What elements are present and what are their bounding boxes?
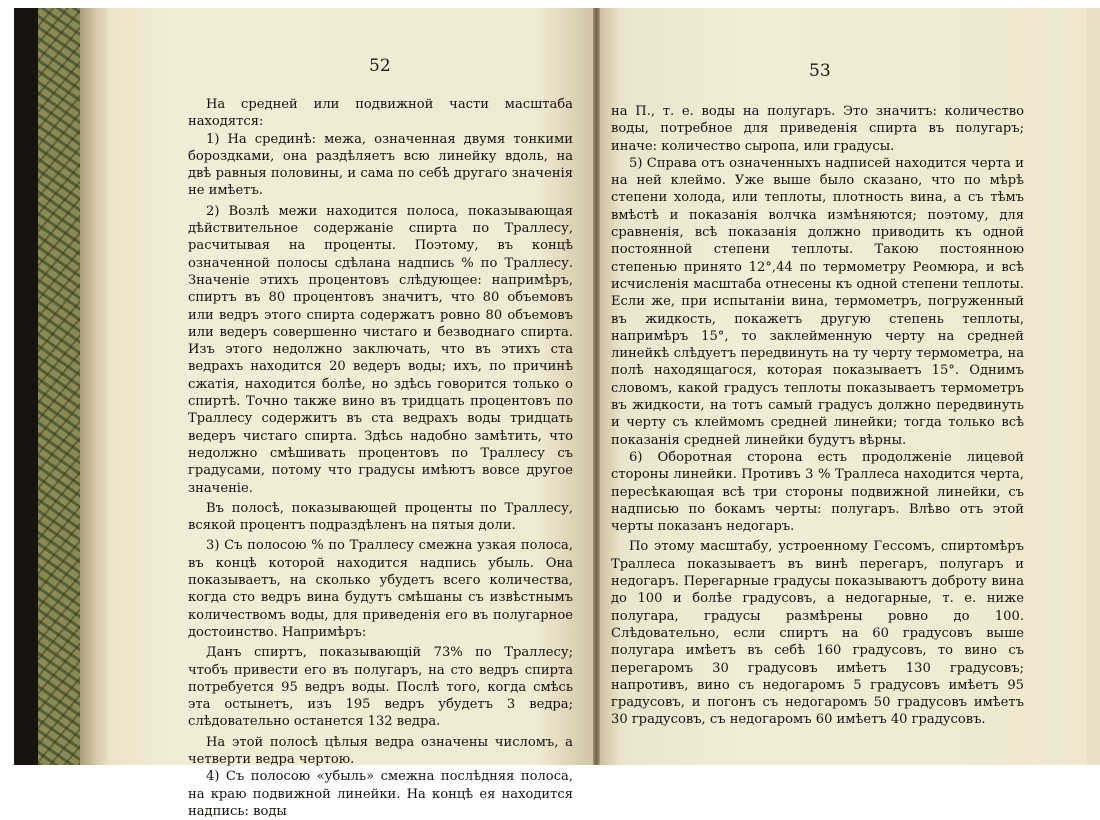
page-edge-left [80, 8, 110, 765]
paragraph-subdivision: Въ полосѣ, показывающей проценты по Траллесу, всякой процентъ подраздѣленъ на пятыя доли. [188, 500, 573, 534]
paragraph-whole-buckets: На этой полосѣ цѣлыя ведра означены числомъ, а четверти ведра чертою. [188, 734, 573, 767]
paragraph-4: 4) Съ полосою «убыль» смежна послѣдняя полоса, на краю подвижной линейки. На концѣ ея находится надпись: воды [188, 769, 573, 819]
paragraph-5: 5) Справа отъ означенныхъ надписей находится черта и на ней клеймо. Уже выше было сказано, что по мѣрѣ степени холода, или теплоты, плотность вина, а съ тѣмъ вмѣстѣ и показанія волчка измѣняются; поэтому, для сравненія, всѣ показанія должно приводить къ одной постоянной степени теплоты. Такою постоянною степенью принято 12°,44 по термометру Реомюра, и всѣ исчисленія масштаба отнесены къ одной степени теплоты. Если же, при испытаніи вина, термометръ, погруженный въ жидкость, покажетъ другую степень теплоты, напримѣръ 15°, то заклейменную черту на средней линейкѣ слѣдуетъ передвинуть на ту черту термометра, на полѣ находящагося, которая показываетъ 15°. Однимъ словомъ, какой градусъ теплоты показываетъ термометръ въ жидкости, на тотъ самый градусъ должно передвинуть и черту съ клеймомъ средней линейки; тогда только всѣ показанія средней линейки будутъ вѣрны. [611, 155, 1024, 448]
paragraph-hess-scale: По этому масштабу, устроенному Гессомъ, спиртомѣръ Траллеса показываетъ въ винѣ перегаръ, полугаръ и недогаръ. Перегарные градусы показываютъ доброту вина до 100 и болѣе градусовъ, а недогарные, т. е. ниже полугара, градусы размѣрены ровно до 100. Слѣдовательно, если спиртъ на 60 градусовъ выше полугара имѣетъ въ себѣ 160 градусовъ, то вино съ перегаромъ 30 градусовъ имѣетъ 130 градусовъ; напротивъ, вино съ недогаромъ 5 градусовъ имѣетъ 95 градусовъ, и погонъ съ недогаромъ 50 градусовъ имѣетъ 30 градусовъ, съ недогаромъ 60 имѣетъ 40 градусовъ. [611, 539, 1024, 728]
paragraph-3: 3) Съ полосою % по Траллесу смежна узкая полоса, въ концѣ которой находится надпись убыль. Она показываетъ, на сколько убудетъ всего количества, когда сто ведръ вина будутъ смѣшаны съ извѣстнымъ количествомъ воды, для приведенія его въ полугарное достоинство. Напримѣръ: [188, 538, 573, 640]
left-page-text [188, 96, 573, 820]
book-gutter [593, 8, 600, 765]
page-edge-right [1087, 8, 1100, 765]
page-number-left: 52 [369, 56, 391, 76]
paragraph-intro: На средней или подвижной части масштаба находятся: [188, 97, 573, 130]
paragraph-example: Данъ спиртъ, показывающій 73% по Траллесу; чтобъ привести его въ полугаръ, на сто ведръ спирта потребуется 95 ведръ воды. Послѣ того, когда смѣсь эта остынетъ, изъ 195 ведръ убудетъ 3 ведра; слѣдовательно останется 132 ведра. [188, 645, 573, 730]
paragraph-continuation: на П., т. е. воды на полугаръ. Это значитъ: количество воды, потребное для приведенія спирта въ полугаръ; иначе: количество сыропа, или градусы. [611, 104, 1024, 154]
page-number-right: 53 [809, 61, 831, 81]
paragraph-6: 6) Оборотная сторона есть продолженіе лицевой стороны линейки. Противъ 3 % Траллеса находится черта, пересѣкающая всѣ три стороны подвижной линейки, съ надписью по бокамъ черты: полугаръ. Влѣво отъ этой черты показанъ недогаръ. [611, 449, 1024, 535]
paragraph-2: 2) Возлѣ межи находится полоса, показывающая дѣйствительное содержаніе спирта по Траллесу, расчитывая на проценты. Поэтому, въ концѣ означенной полосы сдѣлана надпись % по Траллесу. Значеніе этихъ процентовъ слѣдующее: напримѣръ, спиртъ въ 80 процентовъ значитъ, что 80 объемовъ или ведръ этого спирта содержатъ ровно 80 объемовъ или ведеръ совершенно чистаго и безводнаго спирта. Изъ этого недолжно заключать, что въ этихъ ста ведрахъ находится 20 ведеръ воды; ихъ, по причинѣ сжатія, находится болѣе, но здѣсь говорится только о спиртѣ. Точно также вино въ тридцать процентовъ по Траллесу содержитъ въ ста ведрахъ воды тридцать ведеръ чистаго спирта. Здѣсь надобно замѣтить, что недолжно смѣшивать процентовъ по Траллесу съ градусами, потому что градусы имѣютъ вовсе другое значеніе. [188, 203, 573, 496]
right-page-text [611, 103, 1024, 729]
right-page [597, 8, 1087, 765]
marbled-endpaper [38, 8, 80, 765]
paragraph-1: 1) На срединѣ: межа, означенная двумя тонкими бороздками, она раздѣляетъ всю линейку вдоль, на двѣ равныя половины, и сама по себѣ другаго значенія не имѣетъ. [188, 131, 573, 199]
left-page [108, 8, 596, 819]
